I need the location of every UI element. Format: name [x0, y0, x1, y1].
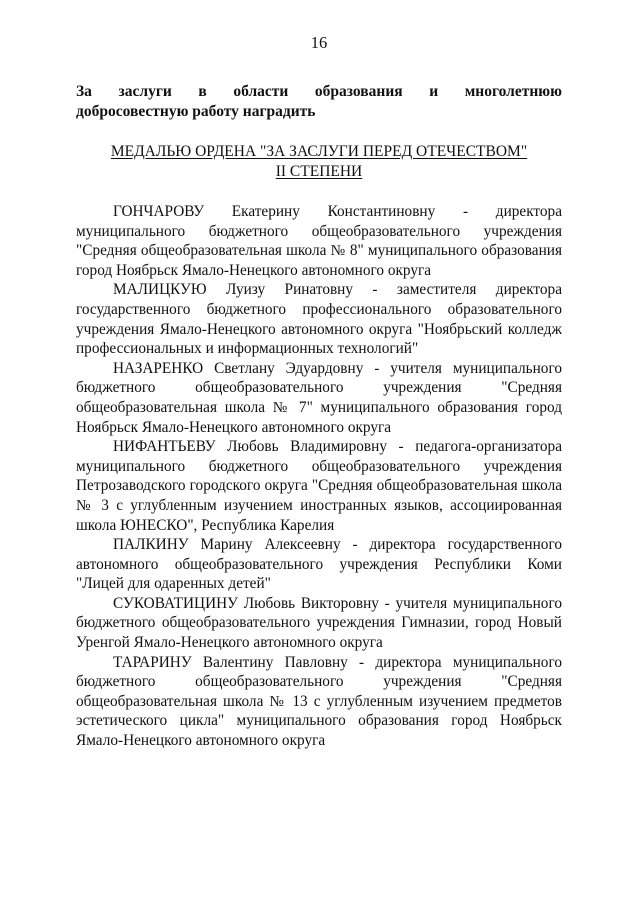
awardee-entry: МАЛИЦКУЮ Луизу Ринатовну - заместителя директора государственного бюджетного профессионального образовательного учреждения Ямало-Ненецкого автономного округа "Ноябрьский колледж профессиональных и информационных технологий"	[76, 281, 562, 358]
awardee-entry: ПАЛКИНУ Марину Алексеевну - директора государственного автономного общеобразовательного учреждения Республики Коми "Лицей для одаренных детей"	[76, 536, 562, 593]
page-number: 16	[310, 33, 328, 52]
awardee-entry: ТАРАРИНУ Валентину Павловну - директора муниципального бюджетного общеобразовательного учреждения "Средняя общеобразовательная школа № 13 с углубленным изучением предметов эстетического цикла" муниципального образования город Ноябрьск Ямало-Ненецкого автономного округа	[76, 653, 562, 750]
awardee-entry: НАЗАРЕНКО Светлану Эдуардовну - учителя муниципального бюджетного общеобразовательного учреждения "Средняя общеобразовательная школа № 7" муниципального образования город Ноябрьск Ямало-Ненецкого автономного округа	[76, 359, 562, 436]
award-title	[76, 142, 562, 182]
award-title-line-1: МЕДАЛЬЮ ОРДЕНА "ЗА ЗАСЛУГИ ПЕРЕД ОТЕЧЕСТВОМ"	[110, 143, 528, 160]
awardee-list	[76, 202, 562, 751]
award-title-line-2: II СТЕПЕНИ	[275, 163, 363, 180]
awardee-entry: ГОНЧАРОВУ Екатерину Константиновну - директора муниципального бюджетного общеобразовательного учреждения "Средняя общеобразовательная школа № 8" муниципального образования город Ноябрьск Ямало-Ненецкого автономного округа	[76, 203, 562, 279]
award-intro-line-2: добросовестную работу наградить	[76, 103, 316, 120]
awardee-entry: СУКОВАТИЦИНУ Любовь Викторовну - учителя муниципального бюджетного общеобразовательного учреждения Гимназии, город Новый Уренгой Ямало-Ненецкого автономного округа	[76, 594, 562, 652]
awardee-entry: НИФАНТЬЕВУ Любовь Владимировну - педагога-организатора муниципального бюджетного общеобразовательного учреждения Петрозаводского городского округа "Средняя общеобразовательная школа № 3 с углубленным изучением иностранных языков, ассоциированная школа ЮНЕСКО", Республика Карелия	[76, 438, 562, 534]
award-intro	[76, 82, 562, 122]
award-intro-line-1: За заслуги в области образования и многолетнюю	[76, 83, 562, 100]
